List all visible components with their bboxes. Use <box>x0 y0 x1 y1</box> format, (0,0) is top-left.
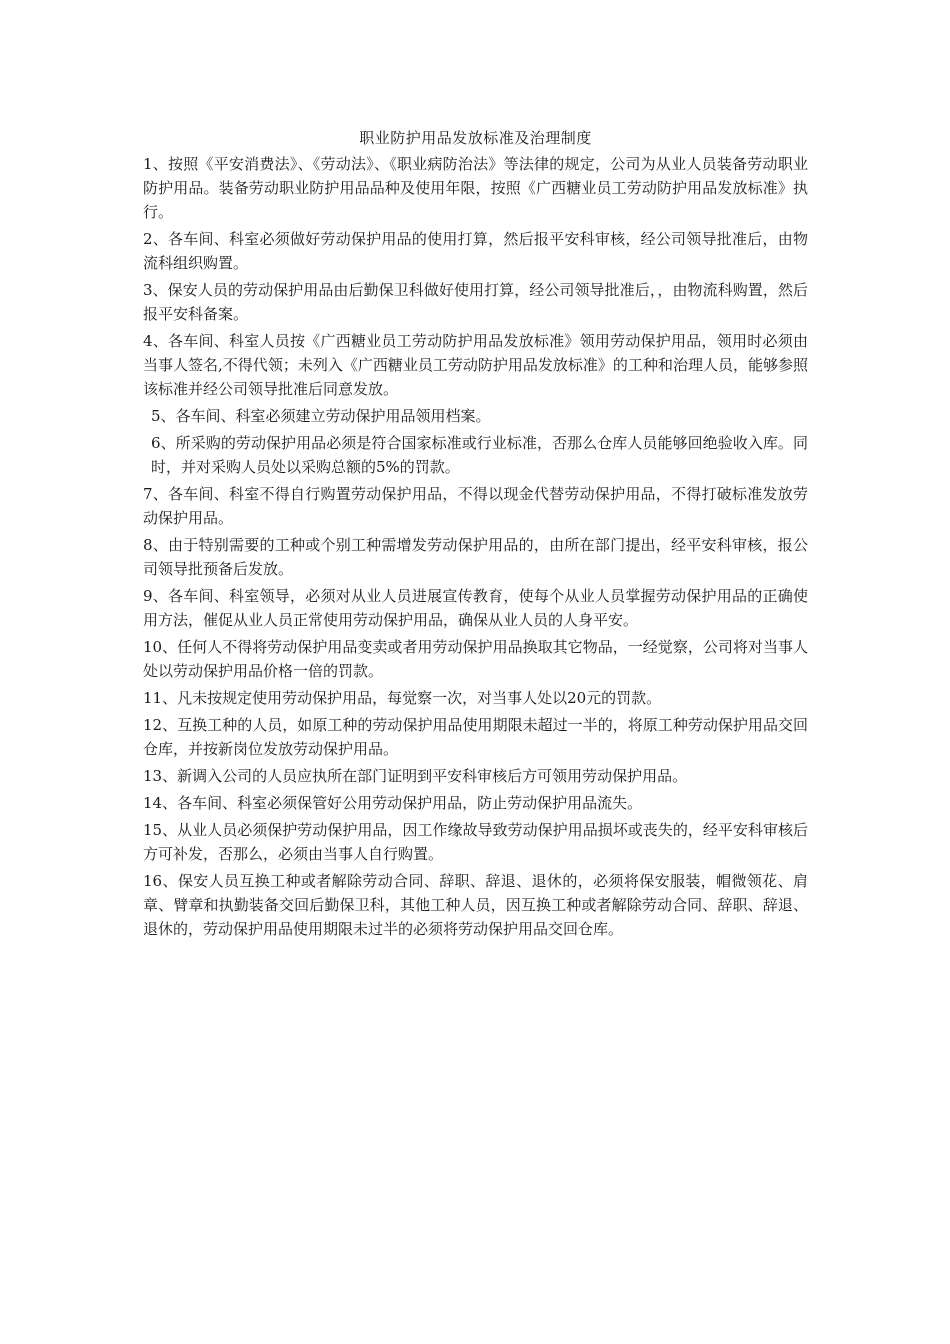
document-body <box>143 126 808 944</box>
paragraph-14: 14、各车间、科室必须保管好公用劳动保护用品，防止劳动保护用品流失。 <box>143 794 643 812</box>
paragraph-4: 4、各车间、科室人员按《广西糖业员工劳动防护用品发放标准》领用劳动保护用品，领用时必须由当事人签名,不得代领；未列入《广西糖业员工劳动防护用品发放标准》的工种和治理人员，能够参照该标准并经公司领导批准后同意发放。 <box>143 332 808 398</box>
paragraph-5: 5、各车间、科室必须建立劳动保护用品领用档案。 <box>151 407 491 425</box>
paragraph-15: 15、从业人员必须保护劳动保护用品，因工作缘故导致劳动保护用品损坏或丧失的，经平安科审核后方可补发，否那么，必须由当事人自行购置。 <box>143 821 808 863</box>
paragraph-3: 3、保安人员的劳动保护用品由后勤保卫科做好使用打算，经公司领导批准后，，由物流科购置，然后报平安科备案。 <box>143 281 808 323</box>
paragraph-10: 10、任何人不得将劳动保护用品变卖或者用劳动保护用品换取其它物品，一经觉察，公司将对当事人处以劳动保护用品价格一倍的罚款。 <box>143 638 808 680</box>
paragraph-7: 7、各车间、科室不得自行购置劳动保护用品，不得以现金代替劳动保护用品，不得打破标准发放劳动保护用品。 <box>143 485 808 527</box>
document-title: 职业防护用品发放标准及治理制度 <box>359 129 592 147</box>
paragraph-16: 16、保安人员互换工种或者解除劳动合同、辞职、辞退、退休的，必须将保安服装，帽微领花、肩章、臂章和执勤装备交回后勤保卫科，其他工种人员，因互换工种或者解除劳动合同、辞职、辞退、退休的，劳动保护用品使用期限未过半的必须将劳动保护用品交回仓库。 <box>143 872 808 938</box>
paragraph-1: 1、按照《平安消费法》、《劳动法》、《职业病防治法》等法律的规定，公司为从业人员装备劳动职业防护用品。装备劳动职业防护用品品种及使用年限，按照《广西糖业员工劳动防护用品发放标准》执行。 <box>143 155 808 221</box>
paragraph-11: 11、凡未按规定使用劳动保护用品，每觉察一次，对当事人处以20元的罚款。 <box>143 689 662 707</box>
paragraph-13: 13、新调入公司的人员应执所在部门证明到平安科审核后方可领用劳动保护用品。 <box>143 767 688 785</box>
paragraph-8: 8、由于特别需要的工种或个别工种需增发劳动保护用品的，由所在部门提出，经平安科审核，报公司领导批预备后发放。 <box>143 536 808 578</box>
paragraph-2: 2、各车间、科室必须做好劳动保护用品的使用打算，然后报平安科审核，经公司领导批准后，由物流科组织购置。 <box>143 230 808 272</box>
paragraph-9: 9、各车间、科室领导，必须对从业人员进展宣传教育，使每个从业人员掌握劳动保护用品的正确使用方法，催促从业人员正常使用劳动保护用品，确保从业人员的人身平安。 <box>143 587 808 629</box>
paragraph-6: 6、所采购的劳动保护用品必须是符合国家标准或行业标准，否那么仓库人员能够回绝验收入库。同时，并对采购人员处以采购总额的5%的罚款。 <box>151 434 808 476</box>
paragraph-12: 12、互换工种的人员，如原工种的劳动保护用品使用期限未超过一半的，将原工种劳动保护用品交回仓库，并按新岗位发放劳动保护用品。 <box>143 716 808 758</box>
